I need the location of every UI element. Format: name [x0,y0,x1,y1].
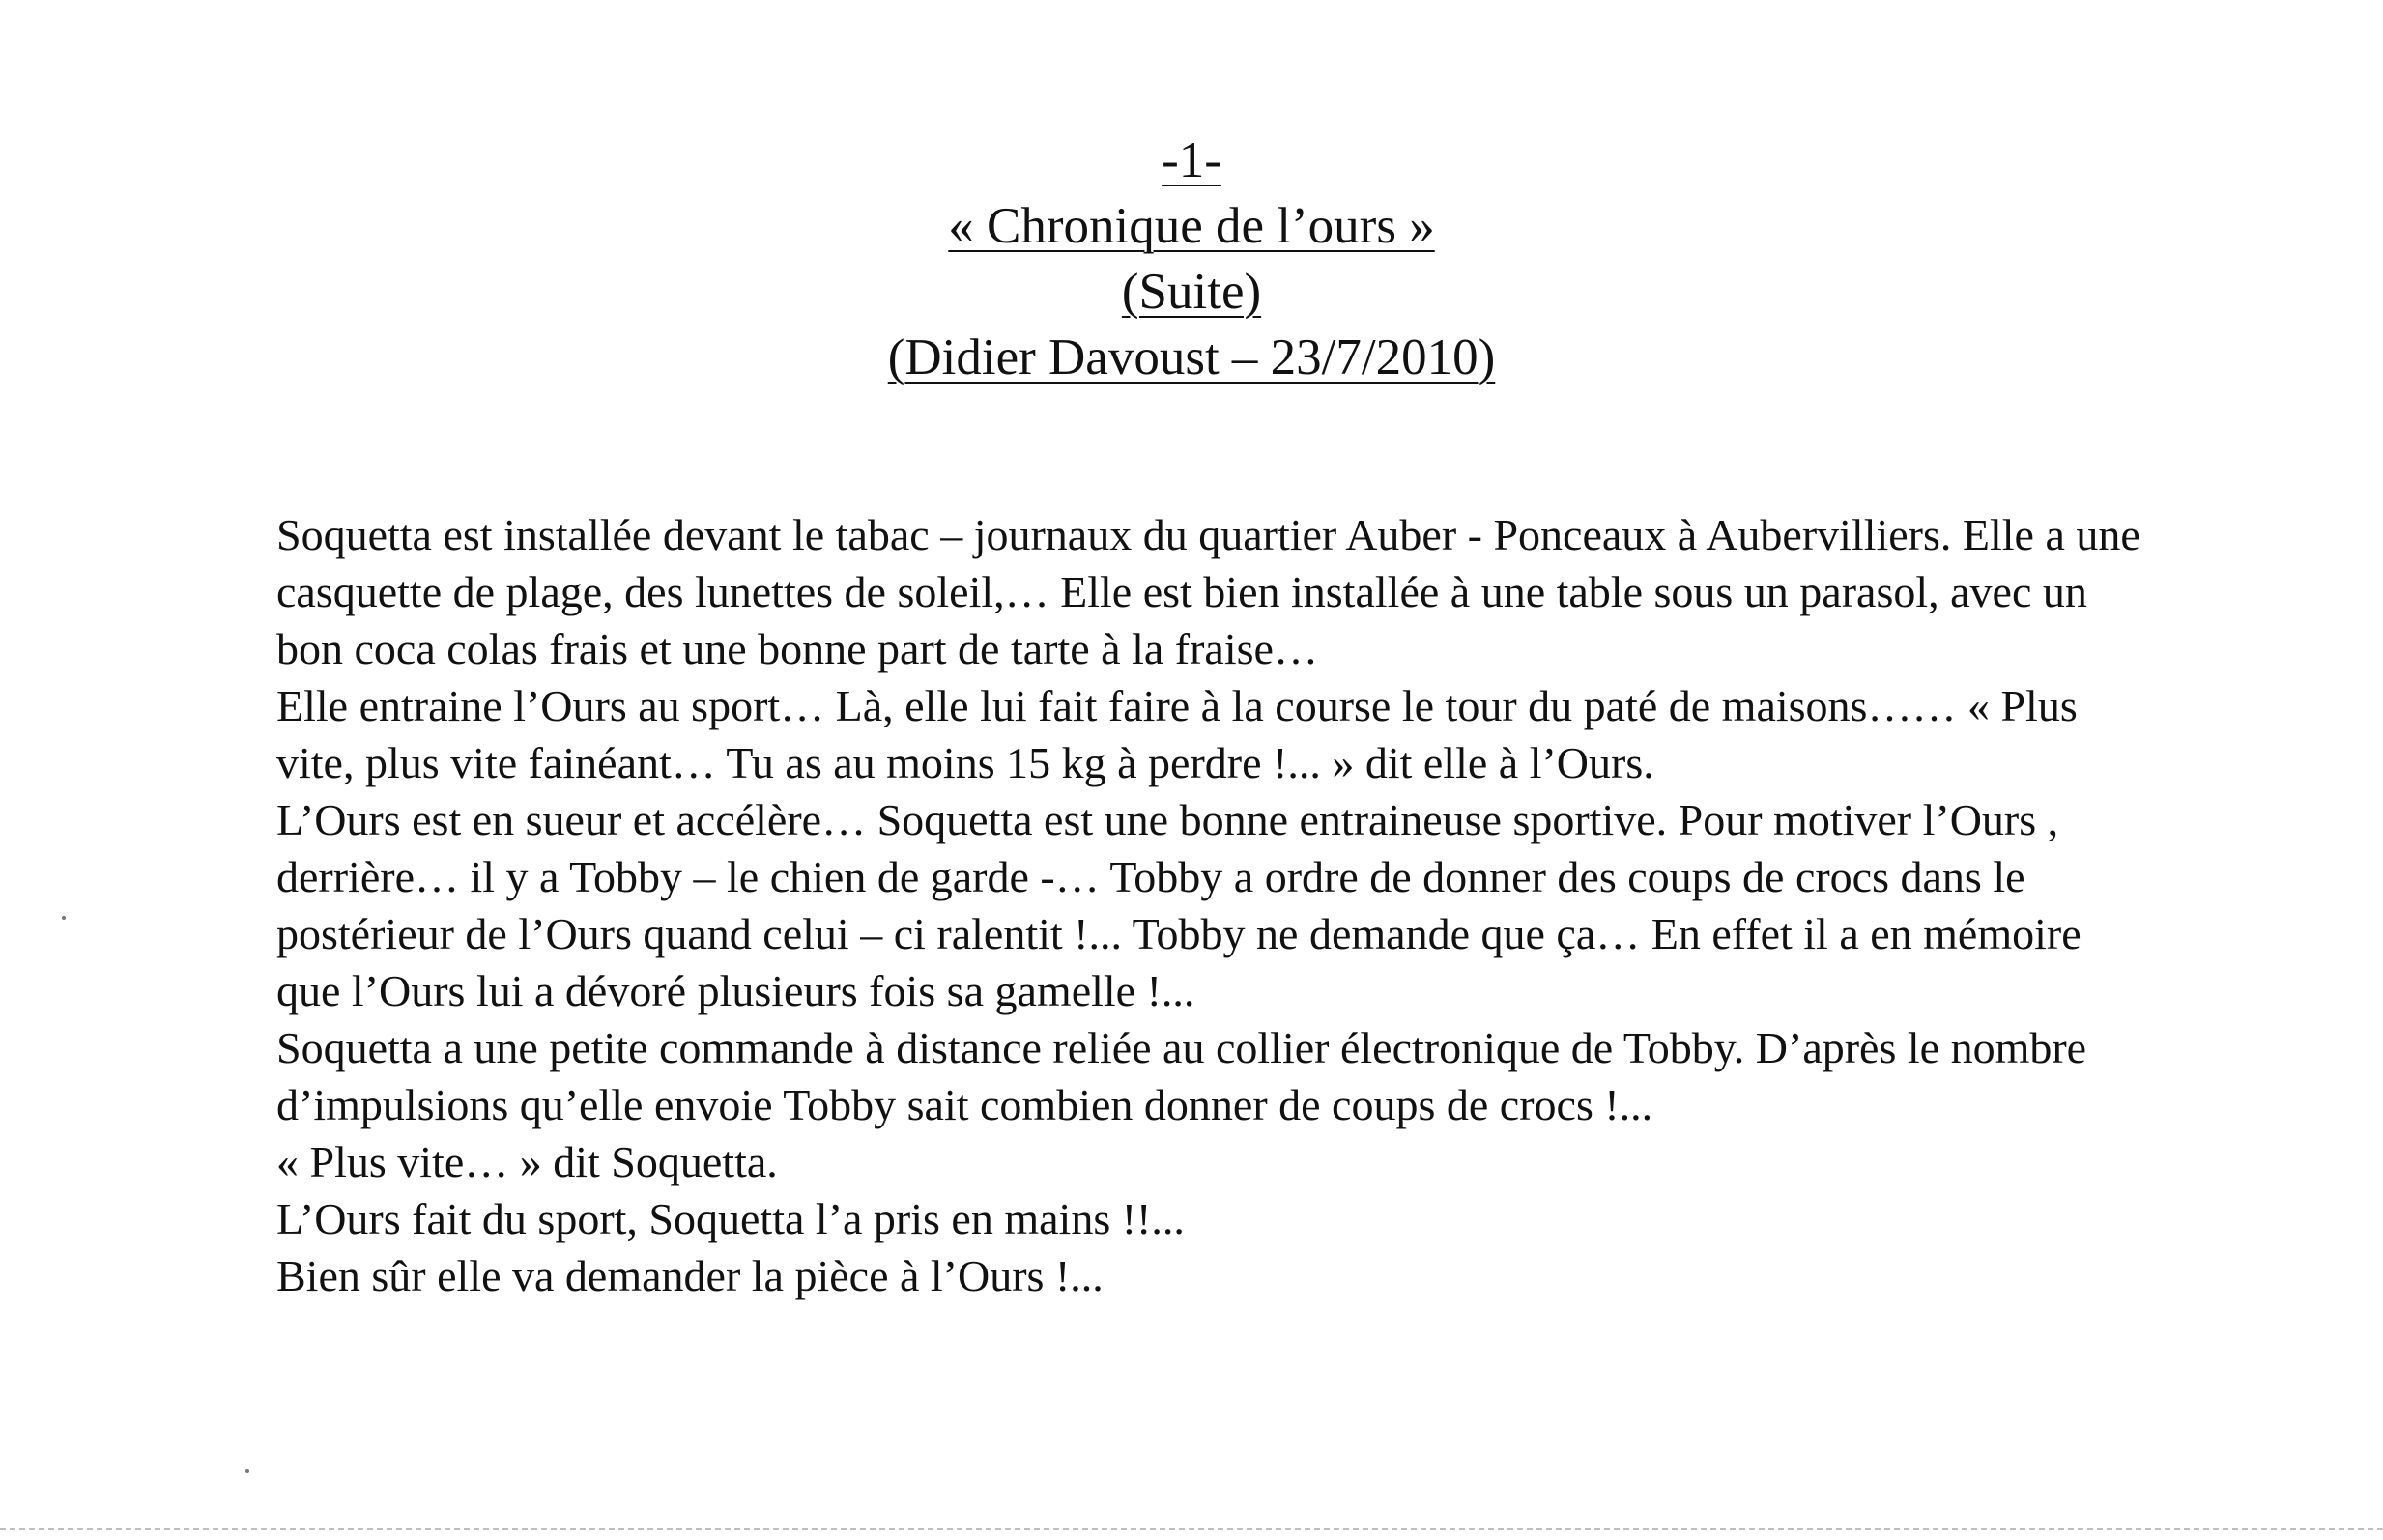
paragraph: Bien sûr elle va demander la pièce à l’Ours !... [276,1251,1104,1300]
document-title [0,193,2383,259]
author-date-text: (Didier Davoust – 23/7/2010) [887,329,1496,385]
paragraph: Soquetta est installée devant le tabac – journaux du quartier Auber - Ponceaux à Aubervilliers. Elle a une casquette de plage, des lunettes de soleil,… Elle est bien installée à une table sous un parasol, avec un bon coca colas frais et une bonne part de tarte à la fraise… [276,510,2140,673]
document-subtitle [0,259,2383,325]
author-date [0,325,2383,390]
paragraph: L’Ours est en sueur et accélère… Soquetta est une bonne entraineuse sportive. Pour motiver l’Ours , derrière… il y a Tobby – le chien de garde -… Tobby a ordre de donner des coups de crocs dans le postérieur de l’Ours quand celui – ci ralentit !... Tobby ne demande que ça… En effet il a en mémoire que l’Ours lui a dévoré plusieurs fois sa gamelle !... [276,795,2082,1015]
scan-speck [245,1469,249,1473]
document-body [276,506,2151,1304]
document-subtitle-text: (Suite) [1121,264,1262,320]
paragraph: Elle entraine l’Ours au sport… Là, elle lui fait faire à la course le tour du paté de maisons…… « Plus vite, plus vite fainéant… Tu as au moins 15 kg à perdre !... » dit elle à l’Ours. [276,681,2078,787]
paragraph: Soquetta a une petite commande à distance reliée au collier électronique de Tobby. D’après le nombre d’impulsions qu’elle envoie Tobby sait combien donner de coups de crocs !... [276,1023,2087,1129]
scan-speck [62,916,66,920]
paragraph: L’Ours fait du sport, Soquetta l’a pris en mains !!... [276,1194,1185,1243]
document-header [0,128,2383,390]
page-number [0,128,2383,193]
page-number-text: -1- [1162,132,1221,188]
page-edge-line [0,1528,2383,1530]
document-title-text: « Chronique de l’ours » [948,198,1435,254]
paragraph: « Plus vite… » dit Soquetta. [276,1137,778,1186]
